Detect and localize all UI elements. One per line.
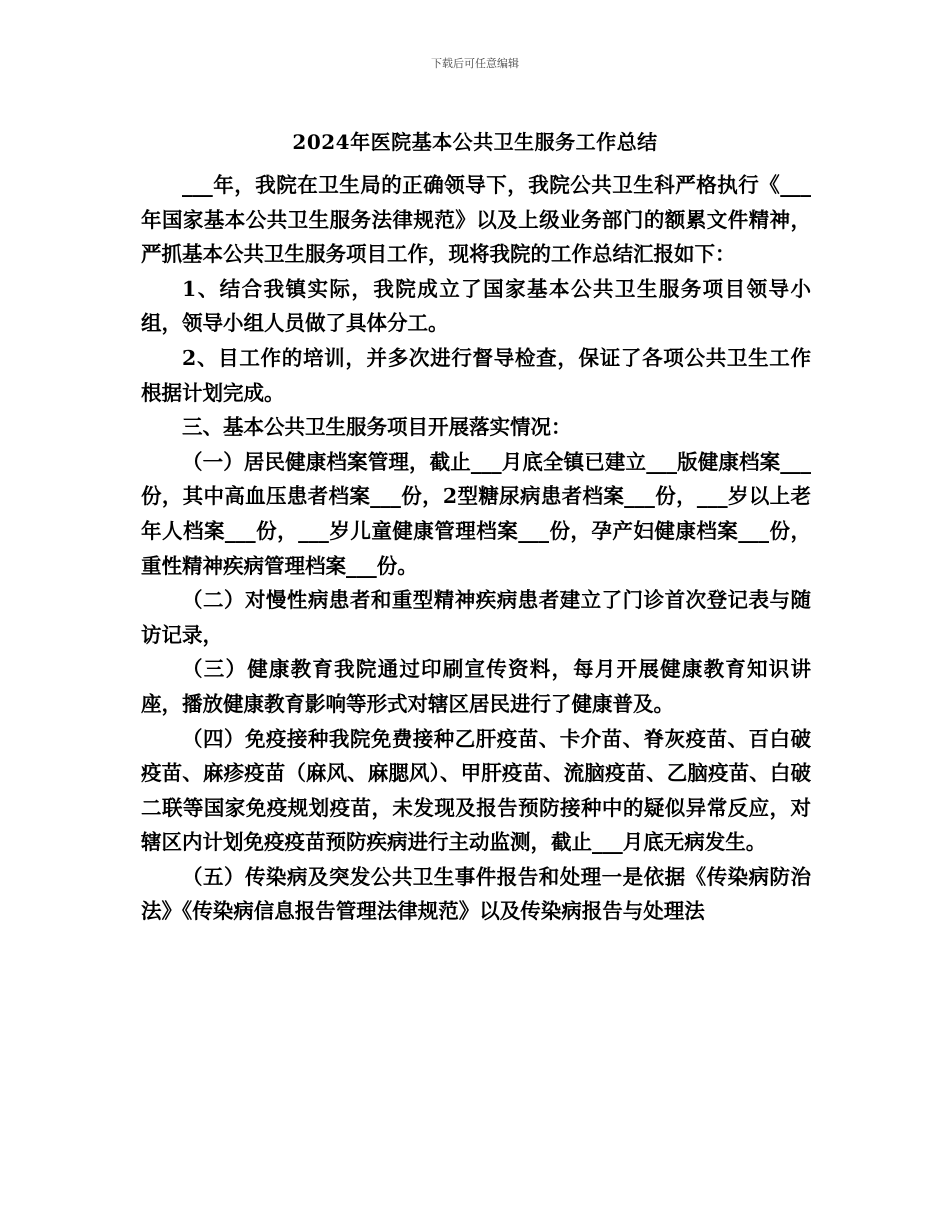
- paragraph-item-2: 2、目工作的培训，并多次进行督导检查，保证了各项公共卫生工作根据计划完成。: [141, 345, 811, 405]
- section-heading-3: 三、基本公共卫生服务项目开展落实情况：: [182, 415, 572, 440]
- paragraph-intro: ___年，我院在卫生局的正确领导下，我院公共卫生科严格执行《___年国家基本公共卫生服务法律规范》以及上级业务部门的额累文件精神，严抓基本公共卫生服务项目工作，现将我院的工作总结汇报如下：: [141, 173, 811, 267]
- header-note: 下载后可任意编辑: [431, 57, 519, 70]
- paragraph-item-1: 1、结合我镇实际，我院成立了国家基本公共卫生服务项目领导小组，领导小组人员做了具体分工。: [141, 276, 811, 336]
- paragraph-sub-5: （五）传染病及突发公共卫生事件报告和处理一是依据《传染病防治法》《传染病信息报告管理法律规范》以及传染病报告与处理法: [141, 864, 811, 924]
- paragraph-sub-2: （二）对慢性病患者和重型精神疾病患者建立了门诊首次登记表与随访记录，: [141, 588, 811, 647]
- paragraph-sub-3: （三）健康教育我院通过印刷宣传资料，每月开展健康教育知识讲座，播放健康教育影响等形式对辖区居民进行了健康普及。: [141, 657, 811, 716]
- document-body: [141, 168, 811, 929]
- paragraph-sub-4: （四）免疫接种我院免费接种乙肝疫苗、卡介苗、脊灰疫苗、百白破疫苗、麻疹疫苗（麻风、麻腮风）、甲肝疫苗、流脑疫苗、乙脑疫苗、白破二联等国家免疫规划疫苗，未发现及报告预防接种中的疑似异常反应，对辖区内计划免疫疫苗预防疾病进行主动监测，截止___月底无病发生。: [141, 726, 811, 855]
- document-title: 2024年医院基本公共卫生服务工作总结: [292, 130, 658, 154]
- paragraph-sub-1: （一）居民健康档案管理，截止___月底全镇已建立___版健康档案___份，其中高血压患者档案___份，2型糖尿病患者档案___份，___岁以上老年人档案___份，___岁儿童健康管理档案___份，孕产妇健康档案___份，重性精神疾病管理档案___份。: [141, 449, 811, 578]
